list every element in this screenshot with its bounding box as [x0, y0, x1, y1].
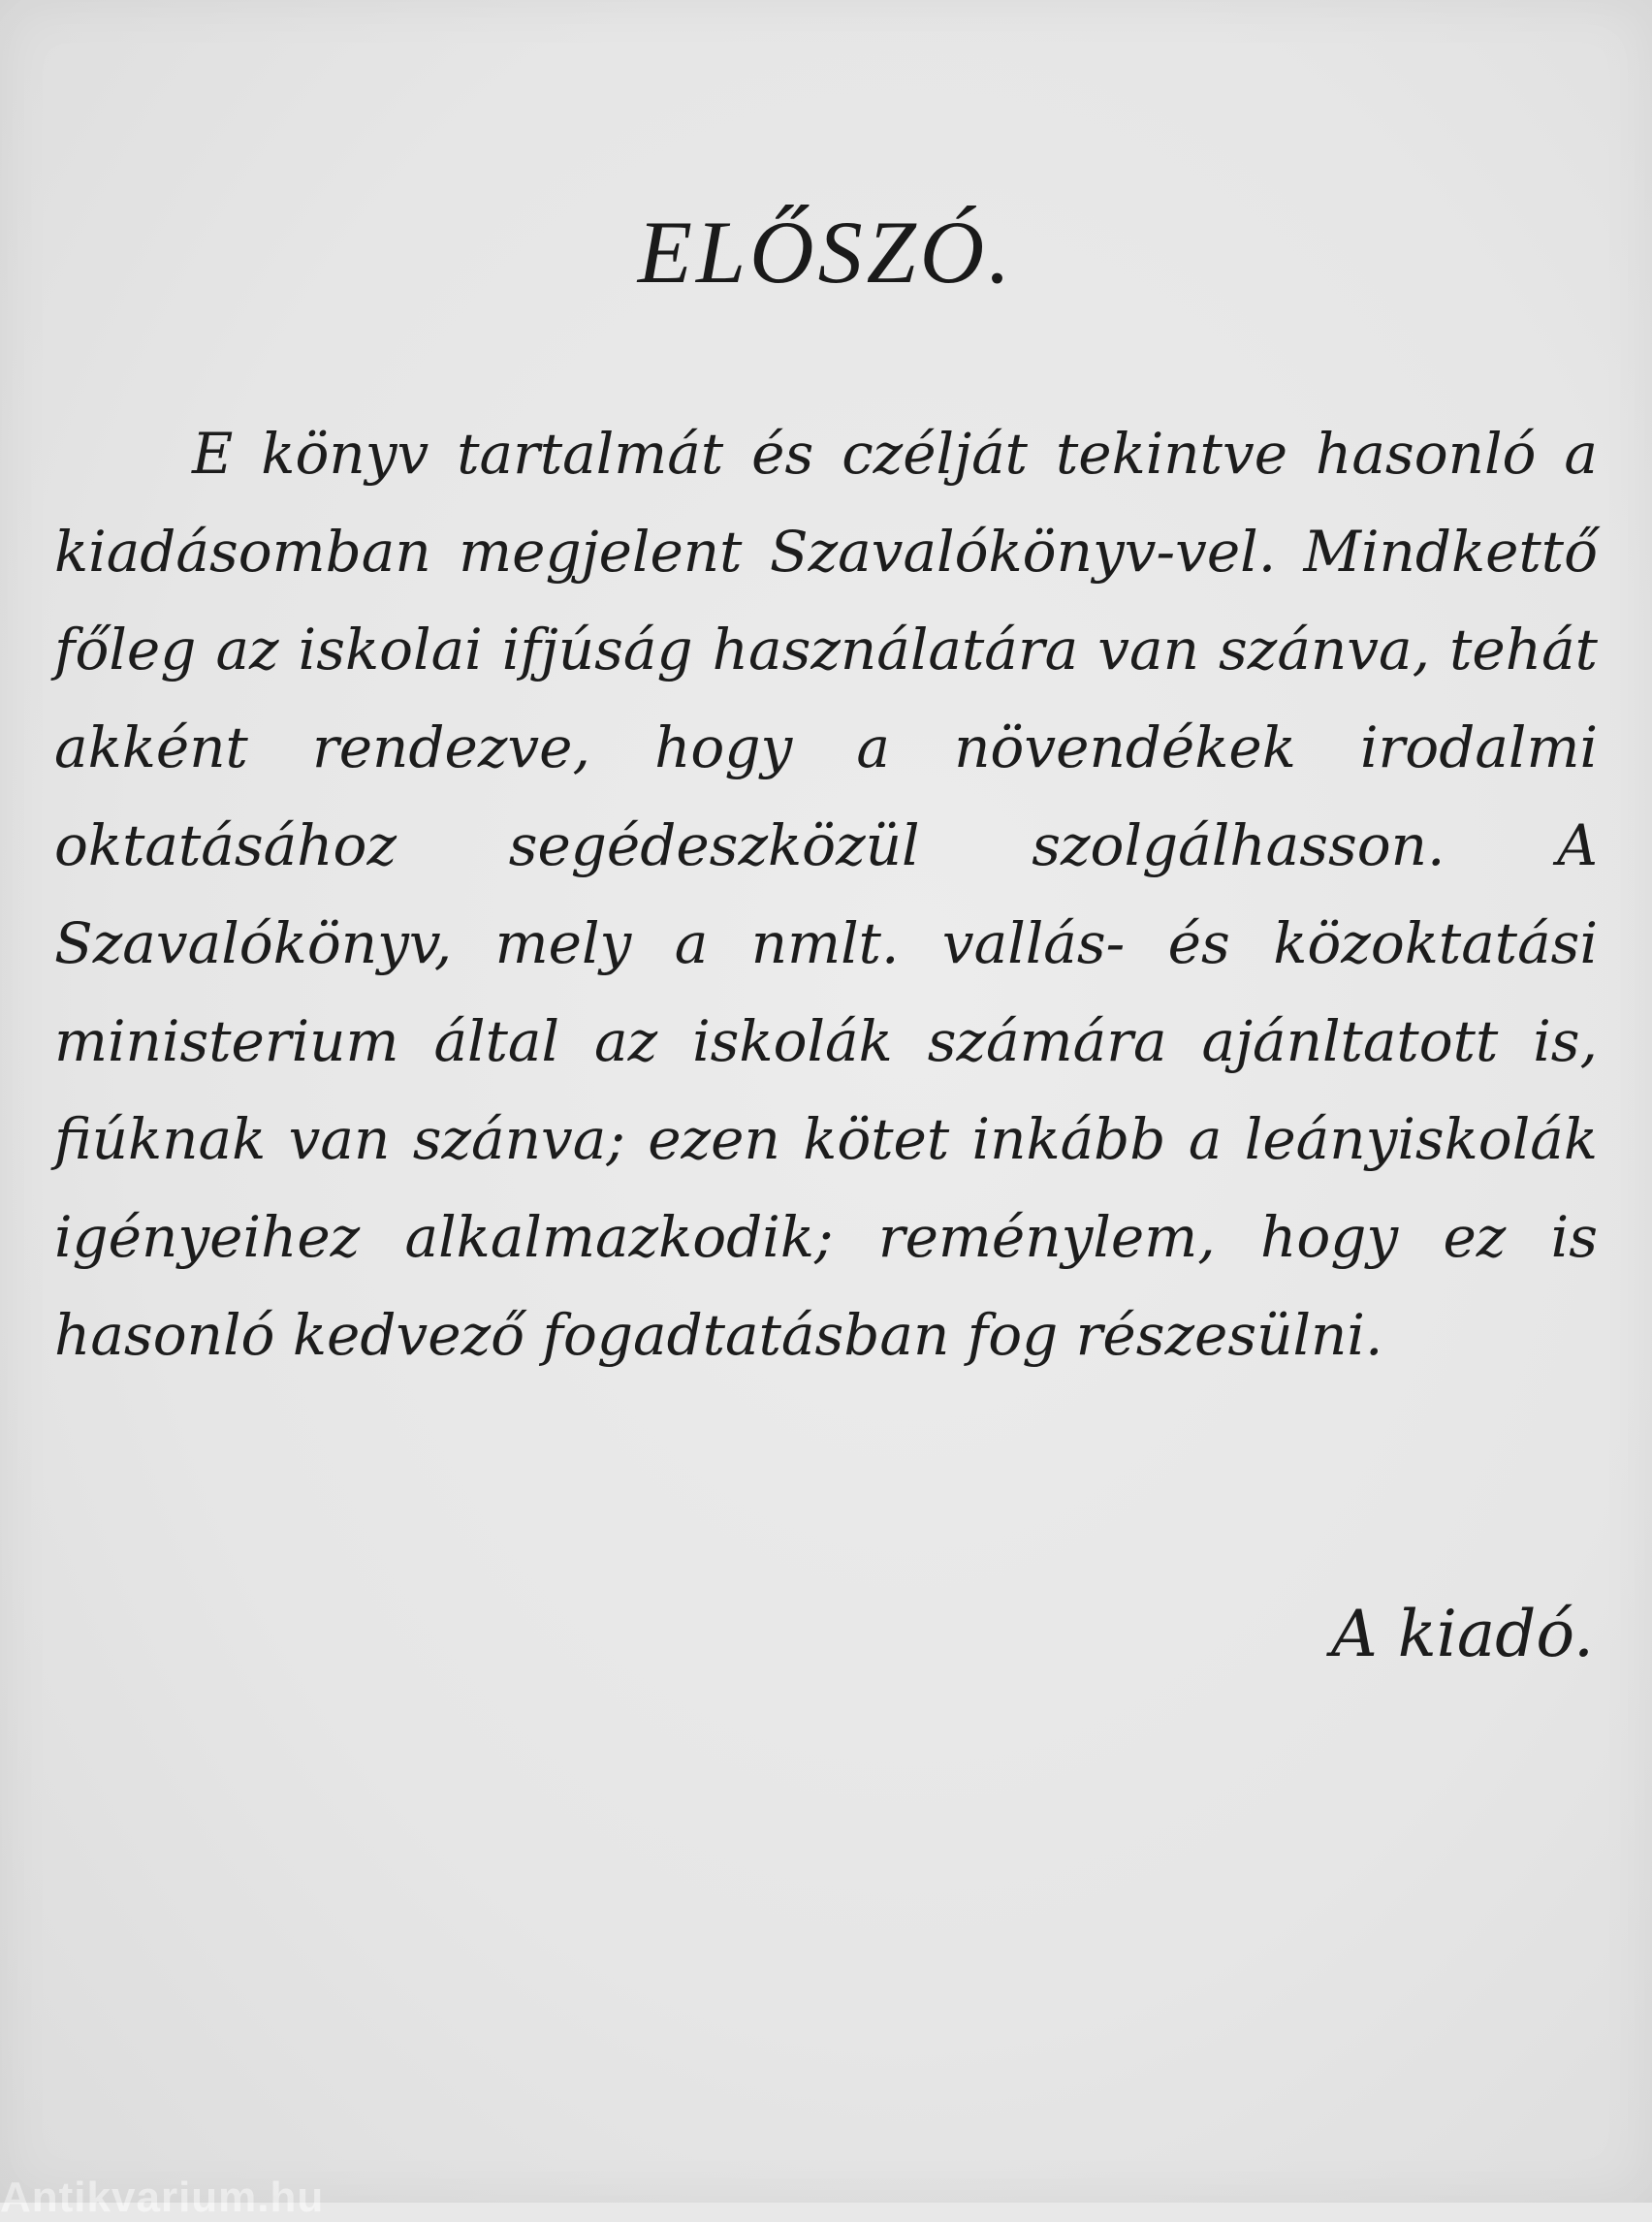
publisher-signature: A kiadó.: [1331, 1597, 1594, 1671]
preface-text: E könyv tartalmát és czélját tekintve hasonló a kiadásomban megjelent Szavalókönyv-vel. Mindkettő főleg az iskolai ifjúság használatára van szánva, tehát akként rendezve, hogy a növendékek irodalmi oktatásához segédeszközül szolgálhasson. A Szavalókönyv, mely a nmlt. vallás- és közoktatási ministerium által az iskolák számára ajánltatott is, fiúknak van szánva; ezen kötet inkább a leányiskolák igényeihez alkalmazkodik; reménylem, hogy ez is hasonló kedvező fogadtatásban fog részesülni.: [54, 421, 1598, 1368]
watermark: Antikvarium.hu: [0, 2174, 325, 2221]
preface-paragraph: [54, 405, 1598, 1384]
page-title: ELŐSZÓ.: [637, 203, 1015, 302]
